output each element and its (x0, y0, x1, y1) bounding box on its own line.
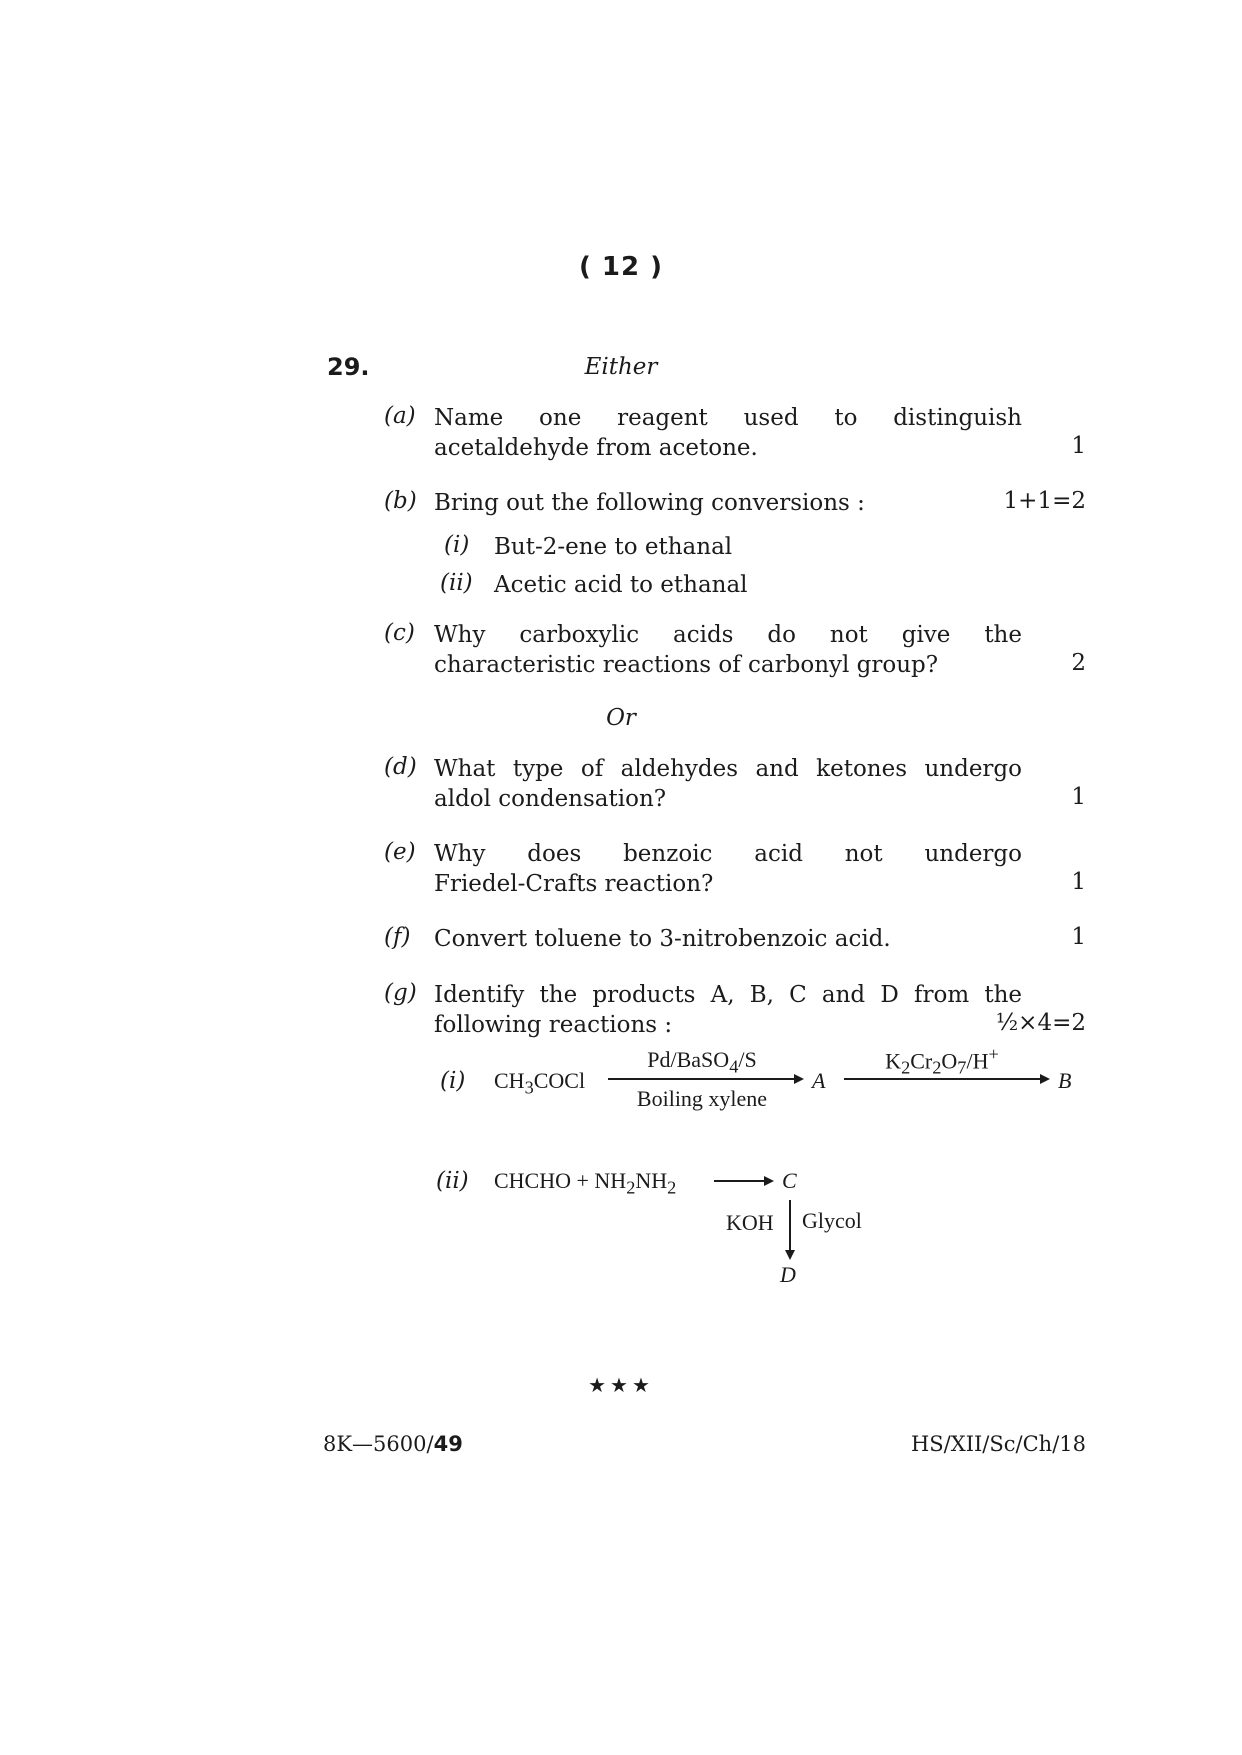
reaction-ii-label: (ii) (436, 1168, 469, 1194)
reaction-i-arrowhead-2 (1040, 1074, 1050, 1084)
item-b-sub-ii-label: (ii) (440, 570, 473, 596)
item-b-label: (b) (384, 488, 417, 514)
item-c-line2: characteristic reactions of carbonyl group? (434, 652, 939, 678)
reaction-i-arrow-2 (844, 1078, 1040, 1080)
item-b-sub-i-label: (i) (444, 532, 470, 558)
reaction-ii-arrow-2 (789, 1200, 791, 1250)
item-c-line1: Why carboxylic acids do not give the (434, 622, 1022, 648)
item-c-label: (c) (384, 620, 415, 646)
item-e-mark: 1 (1071, 869, 1086, 895)
item-f-line1: Convert toluene to 3-nitrobenzoic acid. (434, 926, 891, 952)
page-number: ( 12 ) (578, 252, 664, 282)
footer-left (323, 1432, 463, 1456)
item-b-line1: Bring out the following conversions : (434, 490, 865, 516)
item-b-sub-i-text: But-2-ene to ethanal (494, 534, 733, 560)
item-e-line2: Friedel-Crafts reaction? (434, 871, 714, 897)
item-b-mark: 1+1=2 (1003, 488, 1086, 514)
reaction-i-label: (i) (440, 1068, 466, 1094)
item-b-sub-ii-text: Acetic acid to ethanal (494, 572, 748, 598)
reaction-ii-product-c: C (782, 1168, 797, 1193)
reaction-i-reagent-above-2: $K_2Cr_2O_7/H^+$ (885, 1044, 999, 1078)
reaction-i-reagent-above: Pd/BaSO$_4$/S (647, 1047, 757, 1077)
item-g-mark: ½×4=2 (995, 1010, 1086, 1036)
question-number: 29. (327, 353, 370, 381)
reaction-ii-arrowhead-1 (764, 1176, 774, 1186)
reaction-ii-product-d: D (780, 1262, 796, 1287)
reaction-ii-arrowhead-2 (785, 1250, 795, 1260)
reaction-ii-arrow-1 (714, 1180, 764, 1182)
either-heading: Either (584, 354, 658, 380)
reaction-i-arrow-1 (608, 1078, 794, 1080)
item-d-label: (d) (384, 754, 417, 780)
reaction-i-product-a: A (812, 1068, 826, 1093)
reaction-i-reagent-below: Boiling xylene (636, 1086, 768, 1111)
reaction-ii-reagent-left: KOH (726, 1210, 774, 1235)
reaction-i-product-b: B (1058, 1068, 1072, 1093)
item-g-line1: Identify the products A, B, C and D from the (434, 982, 1022, 1008)
item-e-label: (e) (384, 839, 416, 865)
item-f-mark: 1 (1071, 924, 1086, 950)
reaction-i-reactant: $CH_3COCl$ (494, 1068, 586, 1098)
item-d-line1: What type of aldehydes and ketones undergo (434, 756, 1022, 782)
item-g-line2: following reactions : (434, 1012, 673, 1038)
item-d-mark: 1 (1071, 784, 1086, 810)
item-a-mark: 1 (1071, 433, 1086, 459)
or-heading: Or (606, 705, 636, 731)
item-f-label: (f) (384, 924, 411, 950)
footer-right: HS/XII/Sc/Ch/18 (910, 1432, 1086, 1456)
item-d-line2: aldol condensation? (434, 786, 667, 812)
end-stars: ★★★ (588, 1373, 654, 1397)
item-c-mark: 2 (1071, 650, 1086, 676)
reaction-ii-reagent-right: Glycol (802, 1208, 862, 1233)
footer-left-prefix: 8K—5600/ (323, 1432, 434, 1456)
item-a-line1: Name one reagent used to distinguish (434, 405, 1022, 431)
item-a-line2: acetaldehyde from acetone. (434, 435, 758, 461)
item-g-label: (g) (384, 980, 417, 1006)
reaction-ii-reactant: CHCHO + $NH_2NH_2$ (494, 1168, 677, 1198)
item-a-label: (a) (384, 403, 416, 429)
footer-left-bold: 49 (433, 1432, 463, 1456)
reaction-i-arrowhead-1 (794, 1074, 804, 1084)
item-e-line1: Why does benzoic acid not undergo (434, 841, 1022, 867)
